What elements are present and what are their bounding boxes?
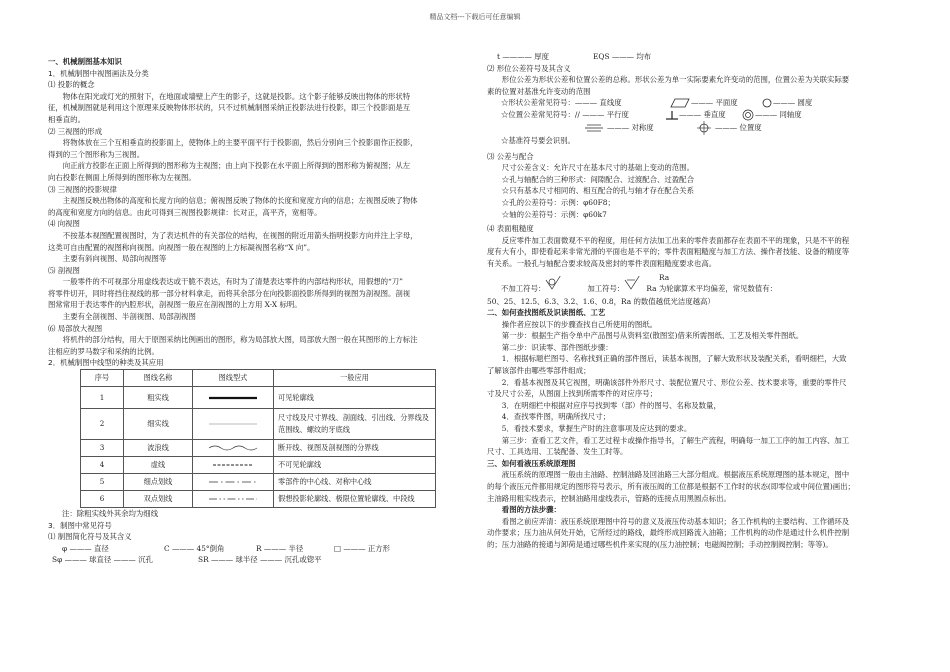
paragraph: ☆轴的公差符号：示例：φ60k7 bbox=[501, 209, 607, 219]
paragraph: 相垂直的。 bbox=[48, 114, 85, 124]
section-title-1: 一、机械制图基本知识 bbox=[48, 57, 122, 66]
table-cell: 零部件的中心线、对称中心线 bbox=[274, 474, 436, 491]
paragraph: 主要有全剖视图、半剖视图、局部剖视图 bbox=[62, 312, 196, 322]
roughness-symbols bbox=[487, 270, 907, 296]
symmetry-icon bbox=[585, 123, 603, 133]
unmachined-label: 不加工符号： bbox=[501, 283, 546, 293]
paragraph: 寸及尺寸公差，从图面上找到所需零件的对应序号； bbox=[487, 389, 657, 399]
table-cell: 3 bbox=[81, 440, 124, 457]
roughness-row bbox=[501, 283, 777, 295]
paragraph: 主视图反映出物体的高度和长度方向的信息；俯视图反映了物体的长度和宽度方向的信息；左视图反映了物体 bbox=[62, 196, 418, 206]
paragraph: ☆孔的公差符号：示例：φ60F8； bbox=[501, 197, 615, 207]
paragraph: 有关系。一般孔与轴配合要求较高及密封的零件表面粗糙度要求也高。 bbox=[487, 258, 717, 268]
paragraph: 不按基本视图配置视图时，为了表达机件的有关部位的结构，在视图的附近用箭头指明投影方向并注上字母， bbox=[62, 230, 418, 240]
position-tolerance-row-1 bbox=[487, 109, 907, 121]
coaxiality-icon bbox=[741, 109, 755, 121]
table-note: 注：除粗实线外其余均为细线 bbox=[62, 509, 159, 519]
paragraph: 操作者应按以下的步骤查找自己所使用的图纸。 bbox=[501, 319, 658, 329]
symbol-row-0 bbox=[487, 51, 907, 63]
paragraph: 度有大有小，即使看起来非常光滑的平面也是不平的；零件表面粗糙度与加工方法、操作者技能、设备的精度等 bbox=[487, 247, 850, 257]
ra-values: 50、25、12.5、6.3、3.2、1.6、0.8，Ra 的数值越低光洁度越高） bbox=[487, 296, 715, 306]
table-row bbox=[81, 387, 436, 409]
table-cell bbox=[274, 409, 436, 440]
symbol-row-1 bbox=[48, 543, 460, 555]
line-sample-double-dash-dot bbox=[193, 491, 274, 508]
table-cell: 细点划线 bbox=[124, 474, 193, 491]
paragraph: 尺寸公差含义：允许尺寸在基本尺寸的基础上变动的范围。 bbox=[501, 163, 694, 173]
paragraph: 这类可自由配置的视图称向视图。向视图一般在视图的上方标凝视图名称“X 向”。 bbox=[48, 242, 315, 252]
paragraph: 将零件切开，同时将挡住视线的那一部分材料拿走，而将其余部分在向投影面投影所得到的视图为剖视图。剖视 bbox=[48, 288, 411, 298]
symbol-diameter: φ ——— 直径 bbox=[62, 543, 109, 553]
paragraph: 看图之前应弄清：液压系统原理图中符号的意义及液压传动基本知识；各工作机构的主要结构、工作循环及 bbox=[501, 516, 850, 526]
perpendicularity-label: ——— 垂直度 bbox=[679, 110, 726, 120]
line-type-table bbox=[80, 369, 436, 508]
thin-line-icon bbox=[205, 421, 261, 427]
subsection-tolerance-fit: ⑶ 公差与配合 bbox=[487, 151, 534, 161]
subsection-form-position: ⑵ 形位公差符号及其含义 bbox=[487, 63, 571, 73]
table-header: 一般应用 bbox=[274, 370, 436, 387]
paragraph: 4．查找零件图，明确所找尺寸； bbox=[501, 412, 610, 422]
subsection-direction-view: ⑷ 向视图 bbox=[48, 219, 80, 229]
symbol-eqs: EQS ——— 均布 bbox=[593, 52, 652, 61]
dash-dot-line-icon bbox=[205, 479, 261, 485]
table-cell: 细实线 bbox=[124, 409, 193, 440]
paragraph: 1．根据标题栏图号、名称找到正确的部件图后，读基本视图，了解大致形状及装配关系，看明细栏，大致 bbox=[501, 354, 847, 364]
paragraph: 素的位置对基准允许变动的范围 bbox=[487, 86, 591, 96]
perpendicularity-icon bbox=[665, 110, 679, 120]
symbol-thickness: t ———— 厚度 bbox=[497, 52, 550, 61]
paragraph: 3．在明细栏中根据对应序号找到零（部）件的图号、名称及数量， bbox=[501, 400, 721, 410]
line-sample-wave bbox=[193, 440, 274, 457]
section-title-2: 二、如何查找图纸及识读图纸、工艺 bbox=[487, 308, 606, 318]
position-tolerance-row-2 bbox=[487, 121, 907, 135]
paragraph: 2．看基本视图及其它视图，明确该部件外形尺寸、装配位置尺寸、形位公差、技术要求等，重要的零件尺 bbox=[501, 377, 847, 387]
straightness-label: ☆形状公差常见符号：——— 直线度 bbox=[501, 98, 622, 108]
paragraph: 一般零件的不可视部分用虚线表达或干脆不表达，有时为了清楚表达零件的内部结构形状，用假想的“刀” bbox=[62, 277, 403, 287]
table-cell: 4 bbox=[81, 457, 124, 474]
flatness-icon bbox=[669, 98, 691, 108]
dashed-line-icon bbox=[205, 462, 261, 468]
paragraph: 的每个液压元件都用规定的图形符号表示，所有液压阀的工位都是根据不工作时的状态(即零位或中间位置)画出； bbox=[487, 482, 855, 491]
paragraph: 第三步：查看工艺文件，看工艺过程卡或操作指导书，了解生产流程，明确每一加工工序的加工内容、加工 bbox=[501, 435, 850, 445]
paragraph: 征，机械制图就是利用这个原理来反映物体形状的，只不过机械制图采纳正投影法进行投影，即三个投影面是互 bbox=[48, 103, 411, 113]
unmachined-symbol-icon bbox=[545, 276, 567, 290]
paragraph: 注相应的罗马数字和采纳的比例。 bbox=[48, 346, 159, 356]
flatness-label: ——— 平面度 bbox=[691, 98, 738, 108]
table-row bbox=[81, 474, 436, 491]
ra-label: Ra bbox=[659, 272, 670, 282]
table-header: 图线名称 bbox=[124, 370, 193, 387]
paragraph: 反应零件加工表面微观不平的程度，用任何方法加工出来的零件表面都存在表面不平的现象，只是不平的程 bbox=[501, 235, 850, 245]
table-cell: 虚线 bbox=[124, 457, 193, 474]
paragraph: 的；压力油路的接通与卸荷是通过哪些机件来实现的(压力油控制；电磁阀控制；手动控制阀控制；等等)。 bbox=[487, 539, 833, 549]
table-row bbox=[81, 409, 436, 440]
paragraph: ☆只有基本尺寸相同的、相互配合的孔与轴才存在配合关系 bbox=[501, 186, 694, 196]
position-label: ——— 位置度 bbox=[715, 123, 762, 133]
datum-note: ☆基准符号要会识别。 bbox=[501, 135, 575, 145]
table-row bbox=[81, 440, 436, 457]
table-cell: 5 bbox=[81, 474, 124, 491]
subsection-projection: ⑴ 投影的概念 bbox=[48, 80, 95, 90]
paragraph: 图常常用于表达零件的内腔形状，剖视图一般应在剖视图的上方用 X-X 标明。 bbox=[48, 300, 302, 310]
roundness-icon bbox=[761, 98, 773, 108]
table-header: 图线型式 bbox=[193, 370, 274, 387]
paragraph: 主油路用粗实线表示，控制油路用虚线表示，管路的连接点用黑圆点标出。 bbox=[487, 493, 731, 503]
paragraph: 液压系统的原理图一般由主油路、控制油路及回油路三大部分组成。根据液压系统原理图的基本规定，图中 bbox=[501, 470, 850, 480]
paragraph: 的高度和宽度方向的信息。由此可得到三视图投影规律：长对正，高平齐，宽相等。 bbox=[48, 207, 322, 217]
paragraph: 5．看技术要求，掌握生产时的注意事项及应达到的要求。 bbox=[501, 424, 692, 434]
subsection-simplified-symbols: ⑴ 制图简化符号及其含义 bbox=[48, 532, 132, 542]
subsection-detail-view: ⑹ 局部放大视图 bbox=[48, 323, 103, 333]
double-dash-dot-line-icon bbox=[205, 496, 261, 502]
paragraph: 第一步：根据生产指令单中产品图号从资料室(散图室)借来所需图纸、工艺及相关零件图纸。 bbox=[501, 331, 804, 341]
paragraph: 动作要求；压力油从何处开始，它所经过的路线，最终形成回路流入油箱；工作机构的动作是通过什么机件控制 bbox=[487, 528, 850, 538]
paragraph: ☆孔与轴配合的三种形式：间隙配合、过渡配合、过盈配合 bbox=[501, 174, 694, 184]
table-row bbox=[81, 457, 436, 474]
paragraph: 将机件的部分结构，用大于原图采纳比例画出的图形，称为局部放大图，局部放大图一般在其图形的上方标注 bbox=[62, 335, 418, 345]
paragraph: 第二步：识读零、部件图纸步骤： bbox=[501, 342, 613, 352]
left-column bbox=[48, 56, 460, 566]
paragraph: 形位公差为形状公差和位置公差的总称。形状公差为单一实际要素允许变动的范围，位置公差为关联实际要 bbox=[501, 75, 850, 85]
paragraph: 了解该部件由哪些零部件组成； bbox=[487, 366, 591, 376]
paragraph: 主要有斜向视图、局部向视图等 bbox=[62, 254, 167, 264]
page-header: 精品文档---下载后可任意编辑 bbox=[429, 13, 521, 21]
parallelism-label: ☆位置公差常见符号：// ——— 平行度 bbox=[501, 110, 629, 120]
line-sample-thin bbox=[193, 409, 274, 440]
symbol-square: □ ——— 正方形 bbox=[334, 543, 391, 553]
symbol-sphere-radius: SR ——— 球半径 ——— 沉孔或锪平 bbox=[198, 555, 322, 565]
table-cell: 波浪线 bbox=[124, 440, 193, 457]
subsection-three-views: ⑵ 三视图的形成 bbox=[48, 126, 103, 136]
coaxiality-label: ——— 同轴度 bbox=[755, 110, 802, 120]
subsection-section-view: ⑸ 剖视图 bbox=[48, 265, 80, 275]
machined-symbol-icon bbox=[624, 276, 646, 290]
symbol-radius: R ——— 半径 bbox=[256, 543, 304, 553]
table-cell: 双点划线 bbox=[124, 491, 193, 508]
symbol-sphere-diameter: Sφ ——— 球直径 ——— 沉孔 bbox=[52, 555, 153, 565]
line-sample-thick bbox=[193, 387, 274, 409]
table-header-row bbox=[81, 370, 436, 387]
table-cell: 1 bbox=[81, 387, 124, 409]
table-cell: 断开线、视图及剖视图的分界线 bbox=[274, 440, 436, 457]
symmetry-label: ——— 对称度 bbox=[607, 123, 654, 133]
paragraph: 尺寸、工具选用、工装配备、发生工时等。 bbox=[487, 447, 628, 457]
ra-description: Ra 为轮廓算术平均偏差，常见数值有： bbox=[646, 283, 778, 293]
cell-line: 尺寸线及尺寸界线、剖面线、引出线、分界线及 bbox=[278, 413, 429, 423]
section-1: 1．机械制图中视图画法及分类 bbox=[48, 68, 149, 78]
cell-line: 范围线、螺纹的牙底线 bbox=[278, 425, 350, 435]
paragraph: 将物体放在三个互相垂直的投影面上，使物体上的主要平面平行于投影面，然后分别向三个投影面作正投影， bbox=[62, 138, 418, 148]
subsection-projection-rules: ⑶ 三视图的投影规律 bbox=[48, 184, 117, 194]
table-row bbox=[81, 491, 436, 508]
right-column bbox=[487, 52, 907, 551]
thick-line-icon bbox=[205, 395, 261, 401]
paragraph: 得到的三个图形称为三视图。 bbox=[48, 149, 145, 159]
paragraph: 向正前方投影在正面上所得到的图形称为主视图；由上向下投影在水平面上所得到的图形称为俯视图；从左 bbox=[62, 161, 411, 171]
method-title: 看图的方法步骤： bbox=[501, 505, 561, 515]
position-icon bbox=[697, 121, 711, 135]
line-sample-dash-dot bbox=[193, 474, 274, 491]
table-cell: 假想投影轮廓线、极限位置轮廓线、中段线 bbox=[274, 491, 436, 508]
table-cell: 6 bbox=[81, 491, 124, 508]
section-3-symbols: 3．制图中常见符号 bbox=[48, 520, 112, 530]
roundness-label: ——— 圆度 bbox=[773, 98, 813, 108]
table-cell: 2 bbox=[81, 409, 124, 440]
paragraph: 向右投影在侧面上所得到的图形称为左视图。 bbox=[48, 172, 196, 182]
section-2-line-types: 2．机械制图中线型的种类及其应用 bbox=[48, 358, 164, 368]
wave-line-icon bbox=[205, 444, 261, 452]
section-title-3: 三、如何看液压系统原理图 bbox=[487, 458, 576, 468]
table-cell: 不可见轮廓线 bbox=[274, 457, 436, 474]
symbol-chamfer: C ——— 45°倒角 bbox=[164, 543, 225, 553]
table-cell: 粗实线 bbox=[124, 387, 193, 409]
machined-label: 加工符号： bbox=[587, 283, 625, 293]
symbol-row-2 bbox=[48, 554, 460, 566]
form-tolerance-row bbox=[487, 97, 907, 109]
paragraph: 物体在阳光或灯光的照射下，在地面或墙壁上产生的影子，这就是投影。这个影子能够反映出物体的形状特 bbox=[62, 91, 411, 101]
line-sample-dashed bbox=[193, 457, 274, 474]
table-cell: 可见轮廓线 bbox=[274, 387, 436, 409]
subsection-surface-roughness: ⑷ 表面粗糙度 bbox=[487, 224, 534, 234]
table-header: 序号 bbox=[81, 370, 124, 387]
